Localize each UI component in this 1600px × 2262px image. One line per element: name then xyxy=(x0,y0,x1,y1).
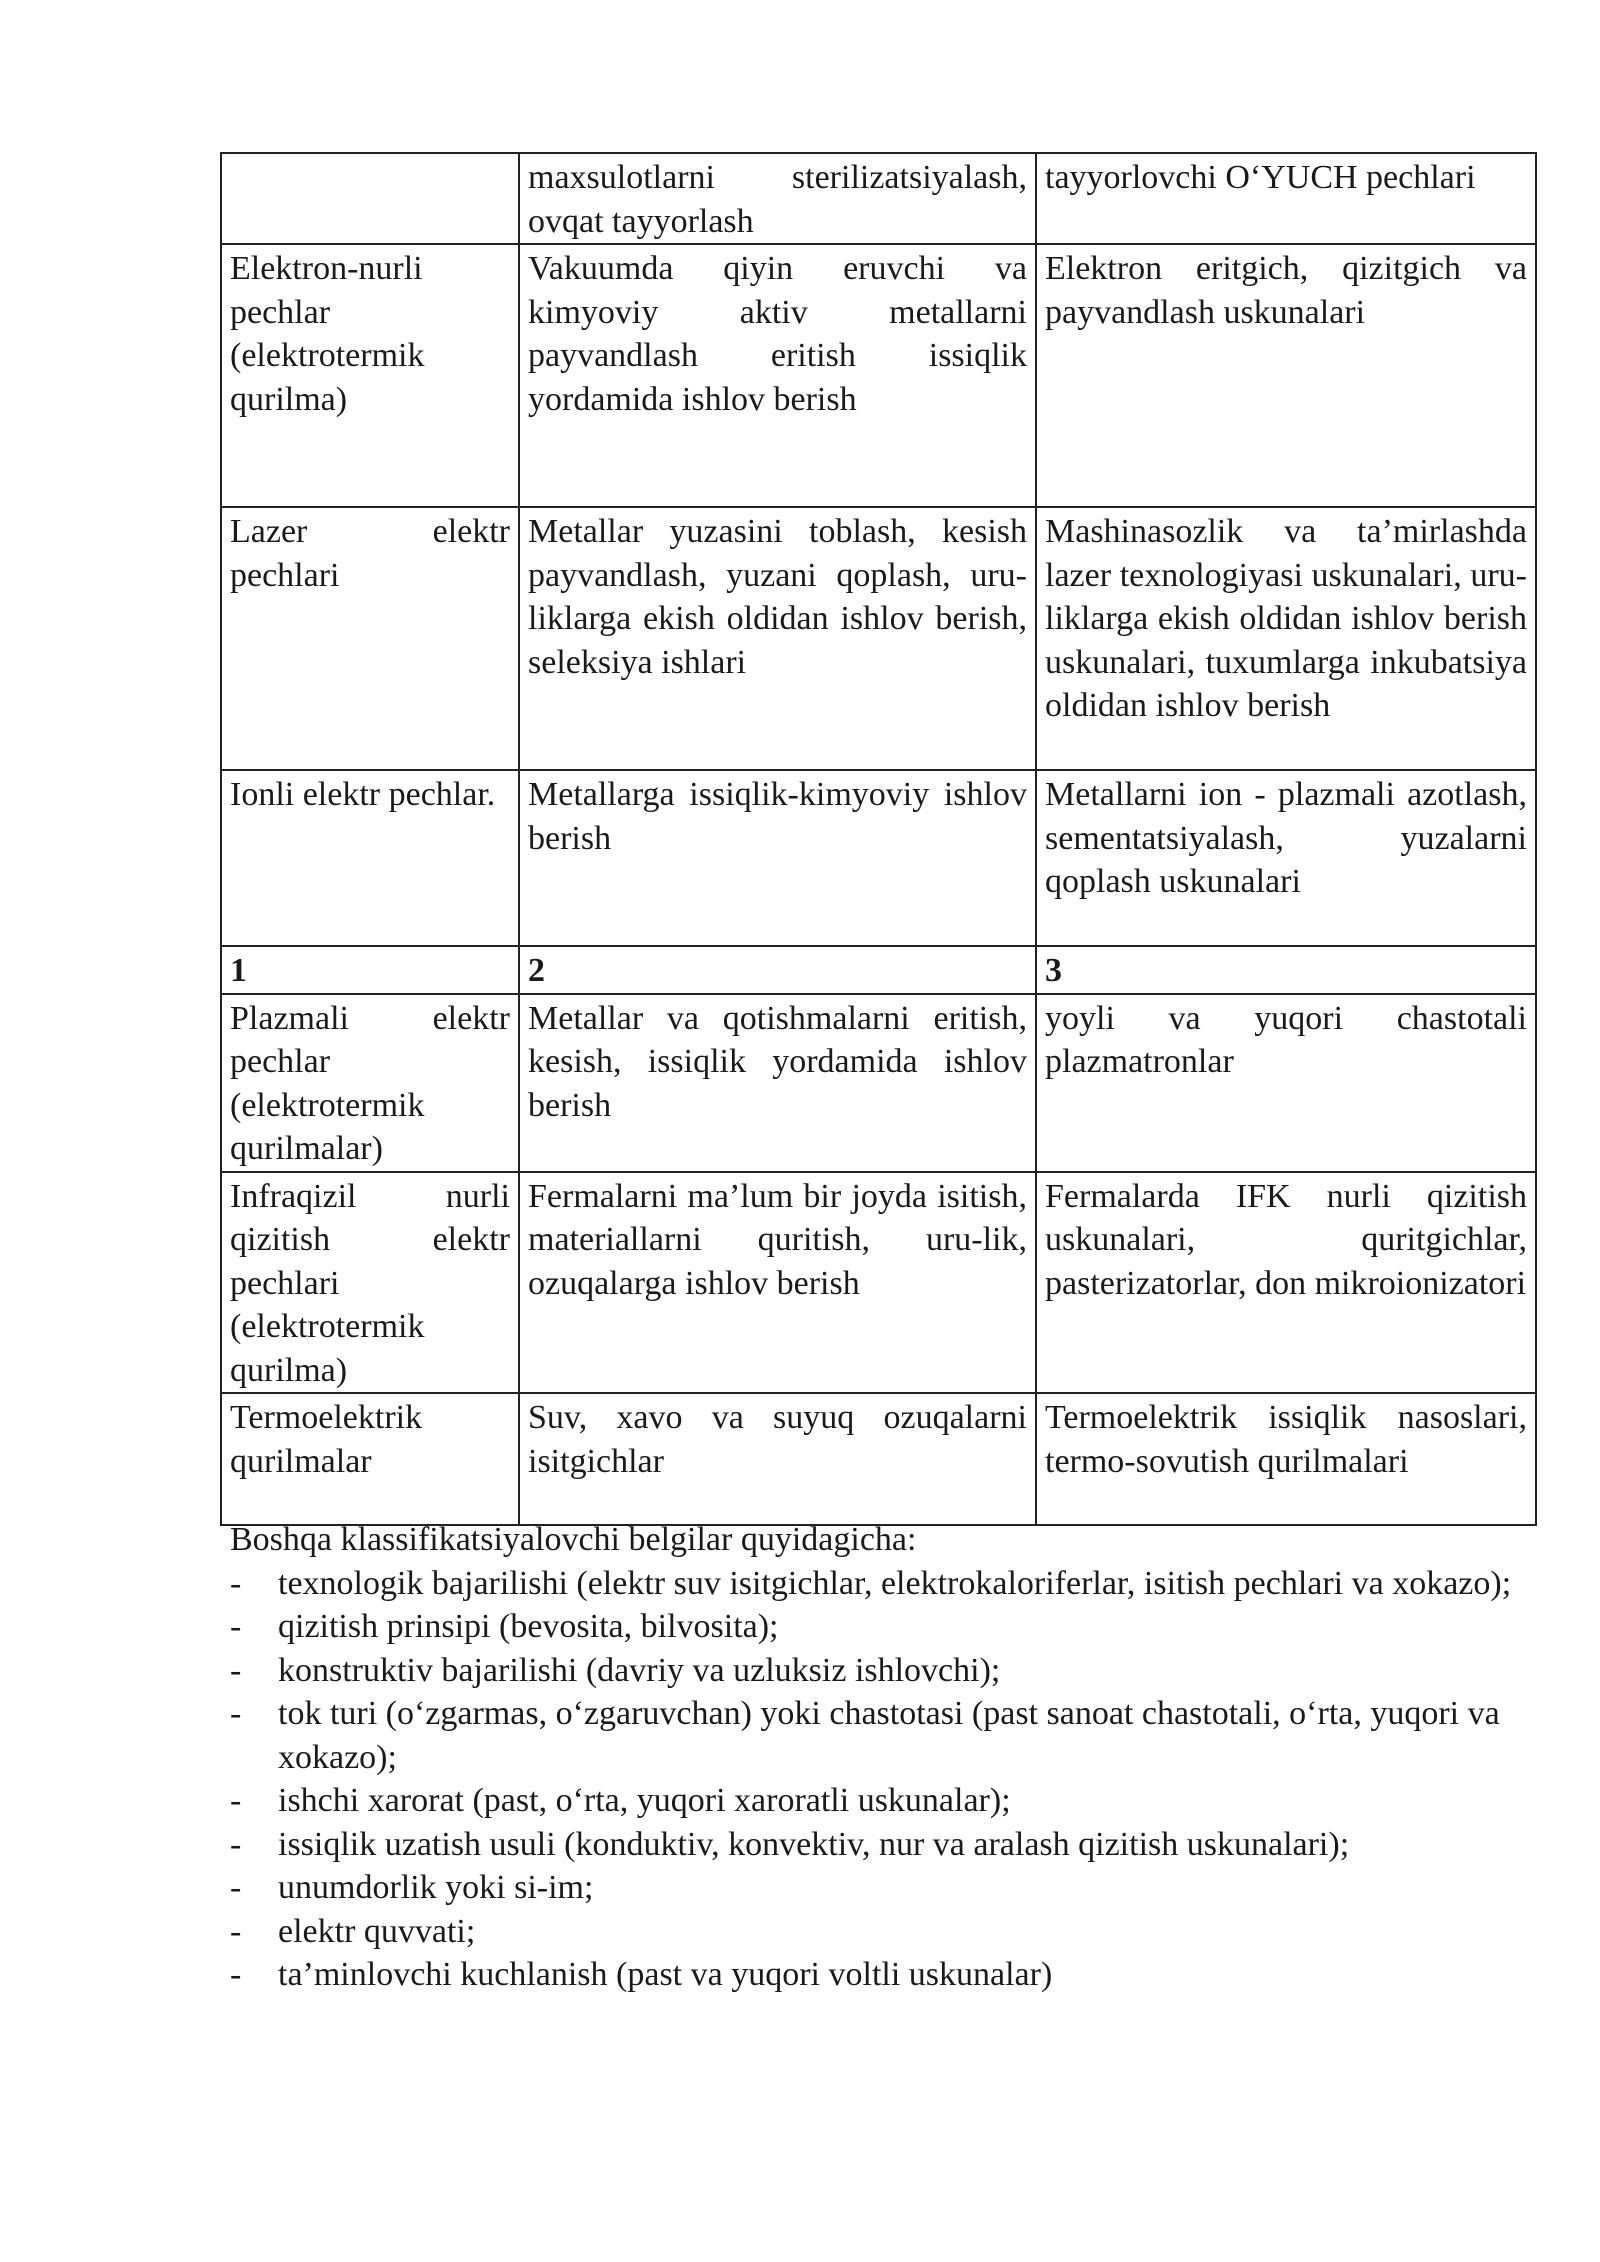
list-item-text: elektr quvvati; xyxy=(278,1912,476,1950)
table-row xyxy=(221,994,1536,1172)
list-item xyxy=(230,1779,1530,1823)
table-cell-type xyxy=(221,153,519,244)
list-item xyxy=(230,1605,1530,1649)
table-cell-type: Infraqizil nurli qizitish elektr pechlari (elektrotermik qurilma) xyxy=(221,1172,519,1394)
table-cell-type: Elektron-nurli pechlar (elektrotermik qurilma) xyxy=(221,244,519,507)
table-row xyxy=(221,1393,1536,1525)
list-dash: - xyxy=(230,1695,242,1732)
table-cell-equipment: Mashinasozlik va ta’mirlashda lazer texnologiyasi uskunalari, uru-liklarga ekish oldidan ishlov berish uskunalari, tuxumlarga inkubatsiya oldidan ishlov berish xyxy=(1036,507,1536,770)
table-cell-equipment: tayyorlovchi O‘YUCH pechlari xyxy=(1036,153,1536,244)
list-dash: - xyxy=(230,1651,242,1689)
table-row xyxy=(221,507,1536,770)
list-item xyxy=(230,1562,1530,1606)
list-item xyxy=(230,1953,1530,1997)
list-item xyxy=(230,1910,1530,1954)
table-cell-type: Plazmali elektr pechlar (elektrotermik qurilmalar) xyxy=(221,994,519,1172)
list-item xyxy=(230,1649,1530,1693)
table-cell-application: Metallar yuzasini toblash, kesish payvandlash, yuzani qoplash, uru-liklarga ekish oldidan ishlov berish, seleksiya ishlari xyxy=(519,507,1036,770)
list-dash: - xyxy=(230,1782,242,1819)
list-dash: - xyxy=(230,1956,242,1993)
table-row xyxy=(221,770,1536,946)
table-cell-application: Fermalarni ma’lum bir joyda isitish, materiallarni quritish, uru-lik, ozuqalarga ishlov berish xyxy=(519,1172,1036,1394)
column-number-1: 1 xyxy=(221,946,519,994)
list-item xyxy=(230,1692,1530,1779)
column-number-row xyxy=(221,946,1536,994)
table-row xyxy=(221,1172,1536,1394)
list-item-text: tok turi (o‘zgarmas, o‘zgaruvchan) yoki chastotasi (past sanoat chastotali, o‘rta, yuqori va xokazo); xyxy=(278,1695,1500,1776)
classification-text xyxy=(230,1518,1530,1997)
table-cell-equipment: Elektron eritgich, qizitgich va payvandlash uskunalari xyxy=(1036,244,1536,507)
list-dash: - xyxy=(230,1608,242,1645)
list-item-text: konstruktiv bajarilishi (davriy va uzluksiz ishlovchi); xyxy=(278,1651,1001,1689)
table-cell-application: Metallarga issiqlik-kimyoviy ishlov berish xyxy=(519,770,1036,946)
table-cell-application: Vakuumda qiyin eruvchi va kimyoviy aktiv metallarni payvandlash eritish issiqlik yordamida ishlov berish xyxy=(519,244,1036,507)
column-number-2: 2 xyxy=(519,946,1036,994)
list-item-text: ta’minlovchi kuchlanish (past va yuqori voltli uskunalar) xyxy=(278,1956,1053,1993)
list-dash: - xyxy=(230,1869,242,1906)
column-number-3: 3 xyxy=(1036,946,1536,994)
table-row xyxy=(221,244,1536,507)
table-cell-type: Termoelektrik qurilmalar xyxy=(221,1393,519,1525)
table-cell-equipment: yoyli va yuqori chastotali plazmatronlar xyxy=(1036,994,1536,1172)
table-cell-application: Metallar va qotishmalarni eritish, kesish, issiqlik yordamida ishlov berish xyxy=(519,994,1036,1172)
table-cell-type: Ionli elektr pechlar. xyxy=(221,770,519,946)
list-item-text: qizitish prinsipi (bevosita, bilvosita); xyxy=(278,1608,779,1645)
table-cell-equipment: Metallarni ion - plazmali azotlash, sementatsiyalash, yuzalarni qoplash uskunalari xyxy=(1036,770,1536,946)
list-item xyxy=(230,1866,1530,1910)
classification-list xyxy=(230,1562,1530,1997)
list-dash: - xyxy=(230,1912,242,1950)
list-item-text: texnologik bajarilishi (elektr suv isitgichlar, elektrokaloriferlar, isitish pechlari va xokazo); xyxy=(278,1564,1512,1602)
list-item xyxy=(230,1823,1530,1867)
table-cell-application: Suv, xavo va suyuq ozuqalarni isitgichlar xyxy=(519,1393,1036,1525)
list-item-text: issiqlik uzatish usuli (konduktiv, konvektiv, nur va aralash qizitish uskunalari); xyxy=(278,1825,1350,1863)
table-cell-equipment: Fermalarda IFK nurli qizitish uskunalari, quritgichlar, pasterizatorlar, don mikroionizatori xyxy=(1036,1172,1536,1394)
table-row xyxy=(221,153,1536,244)
list-item-text: ishchi xarorat (past, o‘rta, yuqori xaroratli uskunalar); xyxy=(278,1782,1011,1819)
list-dash: - xyxy=(230,1825,242,1863)
list-item-text: unumdorlik yoki si-im; xyxy=(278,1869,594,1906)
list-dash: - xyxy=(230,1564,242,1602)
intro-paragraph: Boshqa klassifikatsiyalovchi belgilar quyidagicha: xyxy=(230,1521,917,1558)
table-cell-equipment: Termoelektrik issiqlik nasoslari, termo-sovutish qurilmalari xyxy=(1036,1393,1536,1525)
classification-table xyxy=(220,152,1537,1526)
table-cell-type: Lazer elektr pechlari xyxy=(221,507,519,770)
table-cell-application: maxsulotlarni sterilizatsiyalash, ovqat tayyorlash xyxy=(519,153,1036,244)
